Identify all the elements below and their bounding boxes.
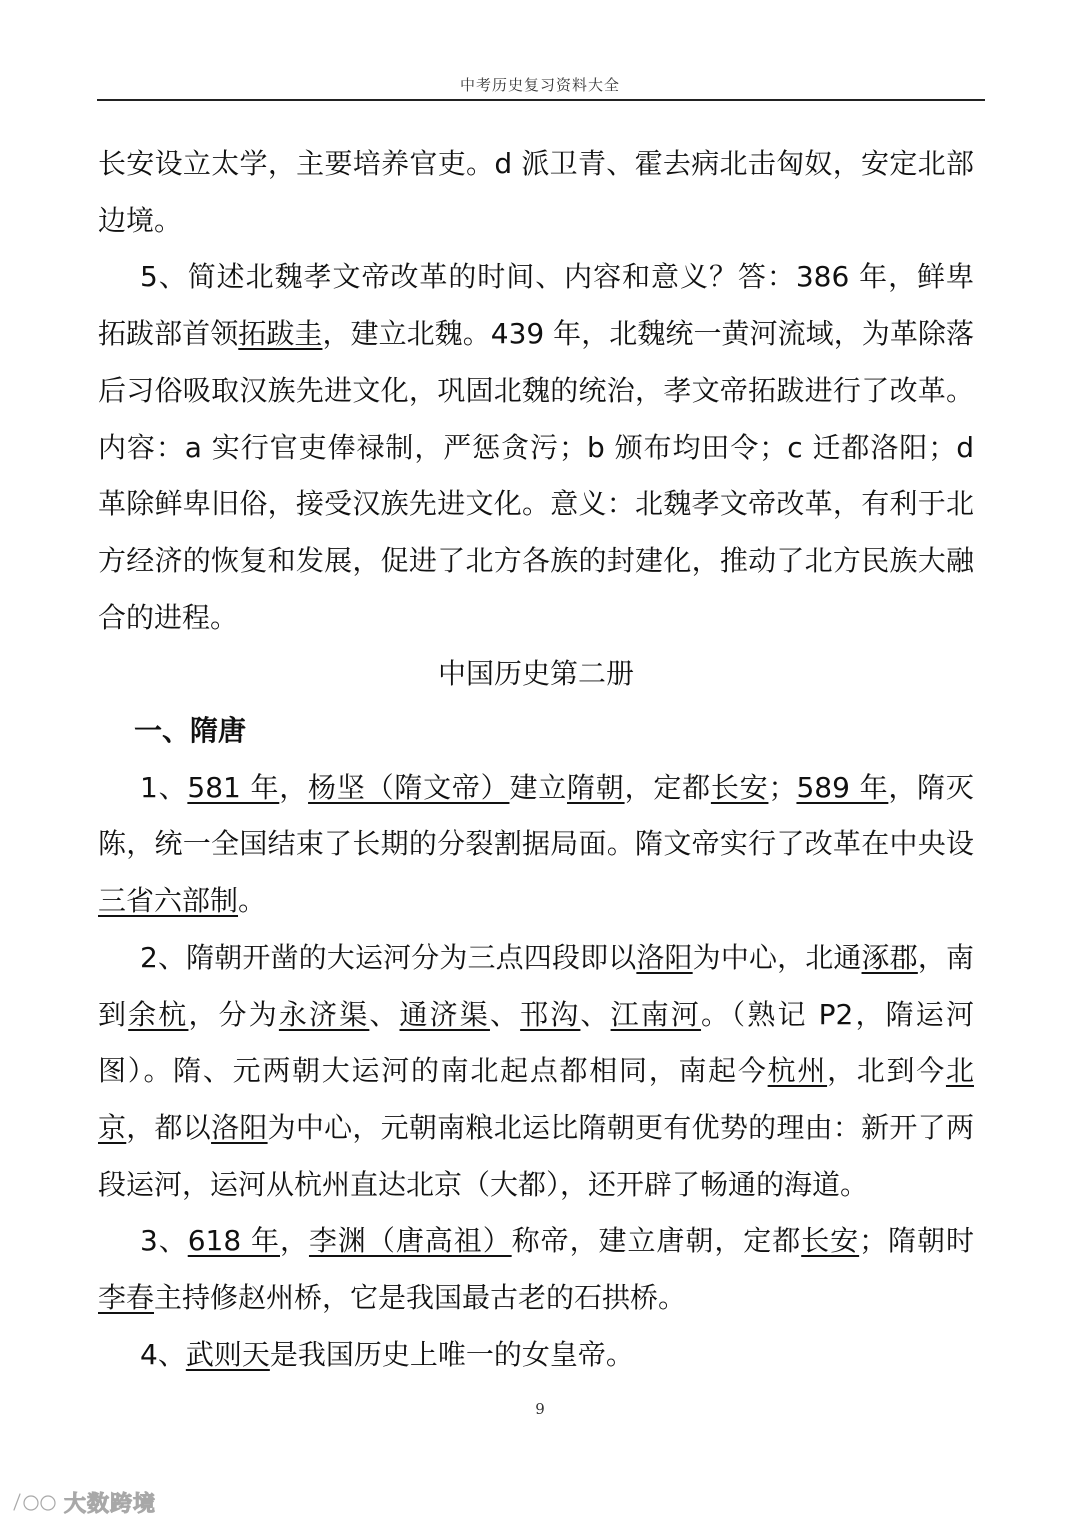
text-run: ，隋灭陈，统一全国结束了长期的分裂割据局面。隋文帝实行了改革在中央设 bbox=[98, 770, 974, 861]
header-divider bbox=[97, 99, 985, 101]
page-number: 9 bbox=[535, 1400, 545, 1418]
text-run: 2、隋朝开凿的大运河分为三点四段即以 bbox=[140, 940, 637, 974]
paragraph-2 bbox=[98, 249, 974, 646]
text-run: 是我国历史上唯一的女皇帝。 bbox=[269, 1337, 634, 1371]
text-run: 3、 bbox=[140, 1224, 188, 1258]
text-run: 。（熟记 P2，隋运河图）。隋、元两朝大运河的南北起点都相同，南起今 bbox=[98, 997, 974, 1088]
text-run: 5、简述北魏孝文帝改革的时间、内容和意义？答：386 年，鲜卑拓跋部首领 bbox=[98, 260, 974, 351]
text-run: ，北到今 bbox=[827, 1054, 946, 1088]
text-run: ；隋朝时 bbox=[859, 1224, 974, 1258]
underlined-term: 余杭 bbox=[128, 997, 189, 1031]
underlined-term: 李渊（唐高祖） bbox=[308, 1224, 512, 1258]
text-run: ，南到 bbox=[98, 940, 974, 1031]
underlined-term: 李春 bbox=[98, 1281, 155, 1315]
text-run: 为中心，元朝南粮北运比隋朝更有优势的理由：新开了两段运河，运河从杭州直达北京（大都），还开辟了畅通的海道。 bbox=[98, 1110, 974, 1201]
page-header-title: 中考历史复习资料大全 bbox=[459, 76, 620, 94]
underlined-term: 拓跋圭 bbox=[238, 317, 323, 351]
underlined-term: 永济渠 bbox=[278, 997, 370, 1031]
watermark bbox=[10, 1487, 156, 1518]
text-run: 主持修赵州桥，它是我国最古老的石拱桥。 bbox=[154, 1281, 687, 1315]
text-run: ，分为 bbox=[188, 997, 279, 1031]
underlined-term: 邗沟 bbox=[520, 997, 581, 1031]
underlined-term: 581 年 bbox=[187, 770, 280, 804]
document-body bbox=[98, 136, 974, 1383]
underlined-term: 三省六部制 bbox=[98, 884, 239, 918]
underlined-term: 长安 bbox=[801, 1224, 860, 1258]
underlined-term: 江南河 bbox=[610, 997, 702, 1031]
underlined-term: 通济渠 bbox=[399, 997, 490, 1031]
text-run: ； bbox=[768, 770, 797, 804]
underlined-term: 武则天 bbox=[185, 1337, 270, 1371]
underlined-term: 洛阳 bbox=[636, 940, 693, 974]
underlined-term: 杨坚（隋文帝） bbox=[308, 770, 510, 804]
text-run: 称帝，建立唐朝，定都 bbox=[511, 1224, 802, 1258]
text-run: 、 bbox=[580, 997, 611, 1031]
book-title: 中国历史第二册 bbox=[437, 657, 634, 691]
brand-logo-icon bbox=[10, 1490, 60, 1516]
paragraph-4 bbox=[98, 930, 974, 1214]
text-run: ， bbox=[279, 770, 309, 804]
underlined-term: 长安 bbox=[710, 770, 769, 804]
underlined-term: 杭州 bbox=[767, 1054, 828, 1088]
text-run: 1、 bbox=[140, 770, 188, 804]
text-run: 长安设立太学，主要培养官吏。d 派卫青、霍去病北击匈奴，安定北部边境。 bbox=[98, 147, 974, 237]
paragraph-6 bbox=[98, 1327, 974, 1384]
underlined-term: 618 年 bbox=[187, 1224, 280, 1258]
text-run: ， bbox=[280, 1224, 309, 1258]
underlined-term: 涿郡 bbox=[861, 940, 918, 974]
text-run: ，都以 bbox=[126, 1110, 212, 1144]
text-run: ，定都 bbox=[624, 770, 711, 804]
underlined-term: 北京 bbox=[98, 1054, 974, 1144]
text-run: 、 bbox=[369, 997, 400, 1031]
paragraph-3 bbox=[98, 760, 974, 930]
text-run: 建立 bbox=[509, 770, 568, 804]
underlined-term: 隋朝 bbox=[567, 770, 625, 804]
section-heading: 一、隋唐 bbox=[134, 714, 247, 748]
text-run: 4、 bbox=[140, 1337, 186, 1371]
underlined-term: 589 年 bbox=[796, 770, 889, 804]
watermark-label: 大数跨境 bbox=[64, 1492, 157, 1517]
underlined-term: 洛阳 bbox=[211, 1110, 268, 1144]
paragraph-1 bbox=[98, 136, 974, 249]
paragraph-5 bbox=[98, 1213, 974, 1326]
text-run: 、 bbox=[489, 997, 521, 1031]
text-run: 。 bbox=[238, 884, 267, 918]
text-run: ，建立北魏。439 年，北魏统一黄河流域，为革除落后习俗吸取汉族先进文化，巩固北魏的统治，孝文帝拓跋进行了改革。内容：a 实行官吏俸禄制，严惩贪污；b 颁布均田令；c 迁都洛阳；d 革除鲜卑旧俗，接受汉族先进文化。意义：北魏孝文帝改革，有利于北方经济的恢复和发展，促进了北方各族的封建化，推动了北方民族大融合的进程。 bbox=[98, 317, 974, 634]
text-run: 为中心，北通 bbox=[692, 940, 862, 974]
